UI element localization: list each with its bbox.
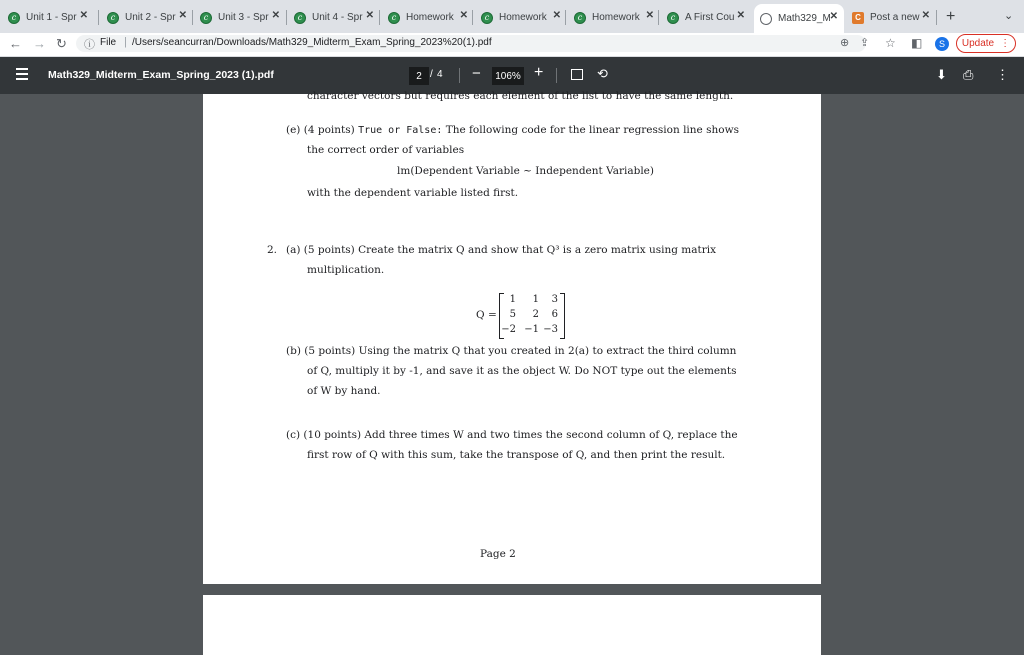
info-icon[interactable]: ⓘ bbox=[84, 39, 95, 51]
q2-number: 2. bbox=[267, 244, 278, 256]
tab-separator bbox=[658, 10, 659, 25]
close-icon[interactable]: ✕ bbox=[645, 10, 654, 21]
back-arrow-icon[interactable]: ← bbox=[9, 36, 22, 51]
tab-search-chevron-icon[interactable]: ⌄ bbox=[1004, 10, 1014, 22]
canvas-icon: c bbox=[667, 12, 679, 24]
avatar[interactable]: S bbox=[935, 37, 949, 51]
rotate-icon[interactable]: ⟲ bbox=[597, 66, 608, 81]
bookmark-star-icon[interactable]: ☆ bbox=[885, 36, 896, 50]
tab-separator bbox=[286, 10, 287, 25]
page-footer: Page 2 bbox=[480, 548, 516, 560]
q2c-line-1: (c) (10 points) Add three times W and two times the second column of Q, replace the bbox=[286, 429, 738, 441]
tab-homework-1[interactable] bbox=[388, 6, 474, 29]
new-tab-plus-icon[interactable]: + bbox=[946, 8, 956, 25]
tab-unit-2[interactable] bbox=[107, 6, 193, 29]
close-icon[interactable]: ✕ bbox=[79, 10, 88, 21]
url-text[interactable]: /Users/seancurran/Downloads/Math329_Midterm_Exam_Spring_2023%20(1).pdf bbox=[132, 37, 492, 48]
q1e-code: True or False: bbox=[358, 125, 443, 136]
tab-label: Homework bbox=[406, 12, 454, 23]
tab-strip bbox=[0, 0, 1024, 33]
q2a-line-1: (a) (5 points) Create the matrix Q and show that Q³ is a zero matrix using matrix bbox=[286, 244, 717, 256]
tab-label: Homework bbox=[499, 12, 547, 23]
matrix-cell: −3 bbox=[543, 324, 558, 335]
fit-to-page-icon[interactable] bbox=[571, 69, 583, 80]
matrix-label: Q = bbox=[476, 309, 497, 321]
globe-icon bbox=[760, 13, 772, 25]
close-icon[interactable]: ✕ bbox=[459, 10, 468, 21]
matrix-cell: 3 bbox=[551, 294, 558, 305]
close-icon[interactable]: ✕ bbox=[736, 10, 745, 21]
zoom-input[interactable]: 106% bbox=[492, 67, 524, 85]
more-options-icon[interactable]: ⋮ bbox=[996, 67, 1009, 82]
q1e-line-3: with the dependent variable listed first. bbox=[307, 187, 519, 199]
q2b-line-3: of W by hand. bbox=[307, 385, 381, 397]
canvas-icon: c bbox=[481, 12, 493, 24]
tab-unit-1[interactable] bbox=[8, 6, 94, 29]
more-vert-icon: ⋮ bbox=[1000, 38, 1011, 49]
pdf-page-next bbox=[203, 595, 821, 655]
q2b-line-2: of Q, multiply it by -1, and save it as the object W. Do NOT type out the elements bbox=[307, 365, 737, 377]
zoom-magnifier-icon[interactable]: ⊕ bbox=[840, 37, 850, 49]
tab-separator bbox=[192, 10, 193, 25]
close-icon[interactable]: ✕ bbox=[921, 10, 930, 21]
tab-separator bbox=[472, 10, 473, 25]
tab-label: Unit 1 - Spr bbox=[26, 12, 77, 23]
page-total: 4 bbox=[437, 69, 443, 80]
canvas-icon: c bbox=[574, 12, 586, 24]
tab-label: Unit 4 - Spr bbox=[312, 12, 363, 23]
update-label: Update bbox=[961, 38, 995, 49]
tab-separator bbox=[379, 10, 380, 25]
scheme-divider: | bbox=[124, 36, 127, 48]
close-icon[interactable]: ✕ bbox=[829, 11, 838, 22]
q1e-line-2: the correct order of variables bbox=[307, 144, 465, 156]
matrix-cell: 1 bbox=[532, 294, 539, 305]
q2c-line-2: first row of Q with this sum, take the transpose of Q, and then print the result. bbox=[307, 449, 726, 461]
canvas-icon: c bbox=[388, 12, 400, 24]
zoom-in-icon[interactable]: + bbox=[534, 64, 544, 81]
reload-icon[interactable]: ↻ bbox=[56, 36, 67, 51]
matrix-right-bracket bbox=[560, 293, 565, 339]
tab-homework-3[interactable] bbox=[574, 6, 660, 29]
canvas-icon: c bbox=[8, 12, 20, 24]
pdf-page bbox=[203, 90, 821, 584]
tab-a-first-course[interactable] bbox=[667, 6, 751, 29]
canvas-icon: c bbox=[200, 12, 212, 24]
q1e-line-1 bbox=[286, 124, 739, 136]
chegg-icon: C bbox=[852, 12, 864, 24]
tab-label: Unit 2 - Spr bbox=[125, 12, 176, 23]
q2b-line-1: (b) (5 points) Using the matrix Q that you created in 2(a) to extract the third column bbox=[286, 345, 737, 357]
canvas-icon: c bbox=[294, 12, 306, 24]
side-panel-icon[interactable]: ◧ bbox=[911, 36, 923, 50]
share-icon[interactable]: ⇪ bbox=[860, 37, 870, 49]
tab-homework-2[interactable] bbox=[481, 6, 567, 29]
scheme-label: File bbox=[100, 37, 117, 48]
tab-math329-active[interactable] bbox=[754, 4, 844, 33]
menu-hamburger-icon[interactable] bbox=[16, 68, 28, 83]
close-icon[interactable]: ✕ bbox=[552, 10, 561, 21]
q2a-line-2: multiplication. bbox=[307, 264, 385, 276]
forward-arrow-icon[interactable]: → bbox=[33, 36, 46, 51]
download-icon[interactable]: ⬇ bbox=[936, 67, 947, 82]
tab-unit-4[interactable] bbox=[294, 6, 380, 29]
canvas-icon: c bbox=[107, 12, 119, 24]
toolbar-divider bbox=[556, 68, 557, 83]
pdf-toolbar bbox=[0, 57, 1024, 94]
tab-post-a-new[interactable] bbox=[852, 6, 936, 29]
toolbar-divider bbox=[459, 68, 460, 83]
tab-label: Homework bbox=[592, 12, 640, 23]
page-number-input[interactable]: 2 bbox=[409, 67, 429, 85]
page-separator: / bbox=[430, 69, 433, 80]
pdf-title: Math329_Midterm_Exam_Spring_2023 (1).pdf bbox=[48, 69, 274, 81]
matrix-cell: −1 bbox=[524, 324, 539, 335]
close-icon[interactable]: ✕ bbox=[271, 10, 280, 21]
print-icon[interactable]: ⎙ bbox=[963, 67, 974, 82]
cut-off-line: character vectors but requires each element of the list to have the same length. bbox=[307, 90, 734, 102]
matrix-cell: 1 bbox=[509, 294, 516, 305]
tab-label: Math329_M bbox=[778, 13, 831, 24]
zoom-out-icon[interactable]: − bbox=[472, 65, 481, 82]
tab-separator bbox=[936, 10, 937, 25]
matrix-cell: 5 bbox=[509, 309, 516, 320]
close-icon[interactable]: ✕ bbox=[178, 10, 187, 21]
tab-separator bbox=[565, 10, 566, 25]
tab-unit-3[interactable] bbox=[200, 6, 286, 29]
browser-toolbar bbox=[0, 33, 1024, 57]
tab-label: Post a new bbox=[870, 12, 920, 23]
update-button[interactable] bbox=[956, 34, 1016, 53]
close-icon[interactable]: ✕ bbox=[365, 10, 374, 21]
q1e-formula: lm(Dependent Variable ~ Independent Variable) bbox=[397, 165, 654, 177]
matrix-cell: 2 bbox=[532, 309, 539, 320]
matrix-cell: 6 bbox=[551, 309, 558, 320]
tab-label: Unit 3 - Spr bbox=[218, 12, 269, 23]
tab-separator bbox=[98, 10, 99, 25]
tab-label: A First Cou bbox=[685, 12, 735, 23]
q1e-text: The following code for the linear regression line shows bbox=[445, 124, 739, 136]
matrix-cell: −2 bbox=[501, 324, 516, 335]
q1e-prefix: (e) (4 points) bbox=[286, 124, 355, 136]
address-bar[interactable] bbox=[76, 35, 870, 52]
